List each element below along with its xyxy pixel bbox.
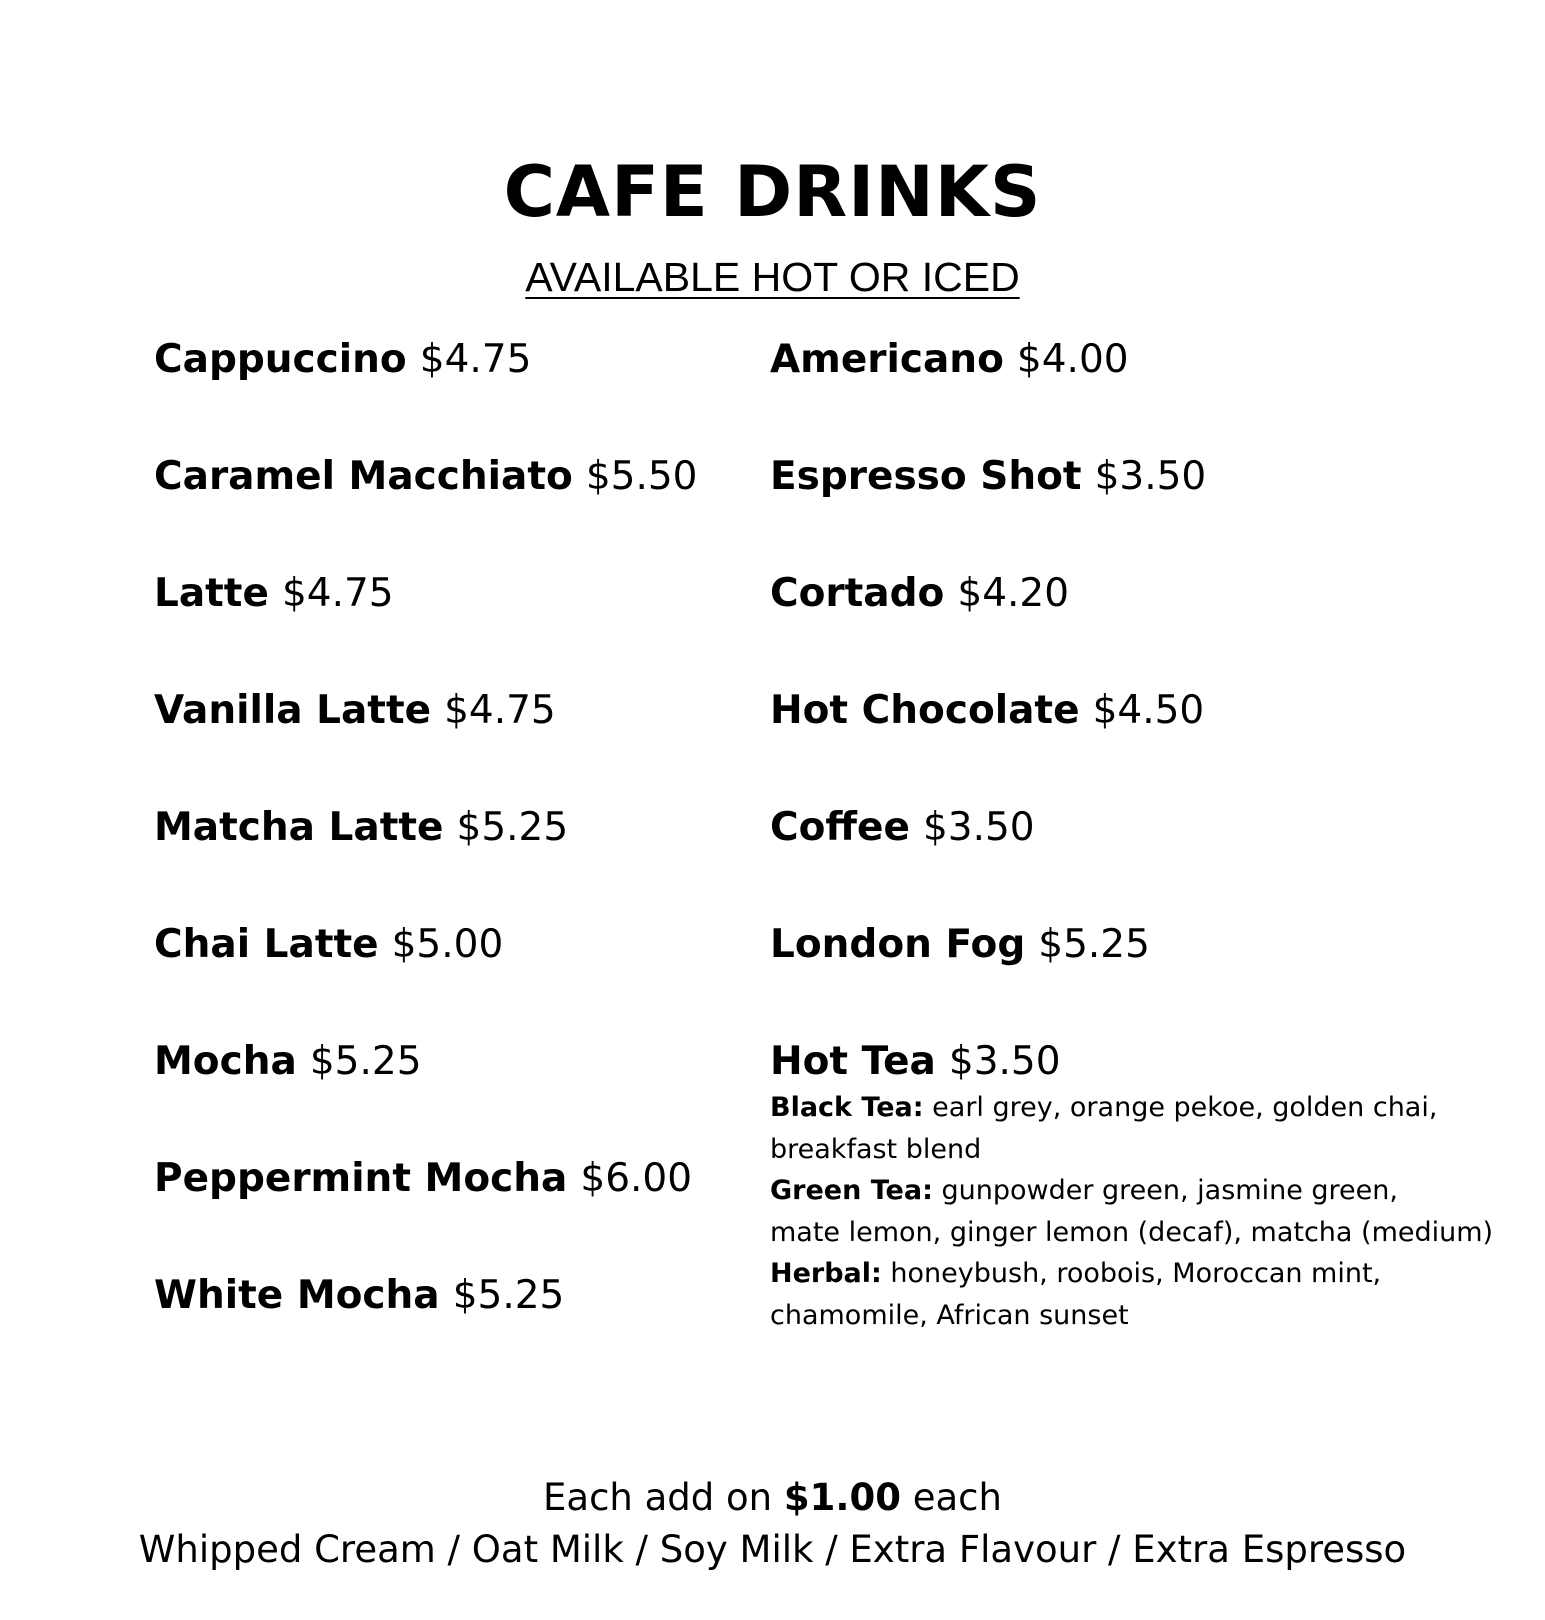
item-price: $6.00 bbox=[580, 1156, 693, 1201]
tea-category-list: earl grey, orange pekoe, golden chai, bbox=[932, 1092, 1438, 1123]
menu-item bbox=[154, 801, 754, 918]
item-name: Chai Latte bbox=[154, 922, 379, 967]
right-menu-column bbox=[770, 333, 1540, 1336]
tea-category-list: gunpowder green, jasmine green, bbox=[941, 1175, 1398, 1206]
tea-category-continued: breakfast blend bbox=[770, 1133, 982, 1165]
menu-subtitle: AVAILABLE HOT OR ICED bbox=[525, 254, 1020, 300]
item-price: $5.50 bbox=[585, 454, 698, 499]
item-price: $4.50 bbox=[1092, 688, 1205, 733]
item-price: $4.20 bbox=[957, 571, 1070, 616]
item-price: $5.00 bbox=[391, 922, 504, 967]
item-name: Vanilla Latte bbox=[154, 688, 432, 733]
item-price: $4.75 bbox=[419, 337, 532, 382]
item-price: $4.75 bbox=[281, 571, 394, 616]
menu-item bbox=[154, 684, 754, 801]
left-menu-column bbox=[154, 333, 754, 1386]
tea-category bbox=[770, 1087, 1540, 1129]
tea-category-label: Herbal: bbox=[770, 1258, 882, 1289]
item-price: $4.00 bbox=[1016, 337, 1129, 382]
menu-item bbox=[154, 918, 754, 1035]
item-name: Cortado bbox=[770, 571, 945, 616]
item-name: Americano bbox=[770, 337, 1004, 382]
item-name: Hot Chocolate bbox=[770, 688, 1080, 733]
menu-item bbox=[154, 450, 754, 567]
menu-item bbox=[770, 567, 1540, 684]
tea-category-label: Green Tea: bbox=[770, 1175, 933, 1206]
item-name: Caramel Macchiato bbox=[154, 454, 573, 499]
menu-item bbox=[154, 567, 754, 684]
menu-item bbox=[770, 918, 1540, 1035]
item-price: $3.50 bbox=[1094, 454, 1207, 499]
item-name: Latte bbox=[154, 571, 269, 616]
item-name: Matcha Latte bbox=[154, 805, 444, 850]
tea-category bbox=[770, 1253, 1540, 1295]
item-name: Cappuccino bbox=[154, 337, 407, 382]
addon-suffix: each bbox=[912, 1476, 1002, 1519]
menu-item bbox=[154, 1035, 754, 1152]
tea-category-list: honeybush, roobois, Moroccan mint, bbox=[890, 1258, 1382, 1289]
item-price: $3.50 bbox=[922, 805, 1035, 850]
item-price: $5.25 bbox=[456, 805, 569, 850]
tea-category-continued: chamomile, African sunset bbox=[770, 1299, 1129, 1331]
menu-title: CAFE DRINKS bbox=[503, 151, 1042, 233]
addon-price-note bbox=[0, 1473, 1545, 1523]
menu-item bbox=[154, 333, 754, 450]
tea-category-label: Black Tea: bbox=[770, 1092, 924, 1123]
item-name: Mocha bbox=[154, 1039, 297, 1084]
item-name: Espresso Shot bbox=[770, 454, 1082, 499]
menu-item bbox=[770, 801, 1540, 918]
item-name: Hot Tea bbox=[770, 1039, 936, 1084]
item-price: $5.25 bbox=[452, 1273, 565, 1318]
menu-item bbox=[770, 450, 1540, 567]
tea-category bbox=[770, 1170, 1540, 1212]
addon-prefix: Each add on bbox=[543, 1476, 773, 1519]
item-name: Peppermint Mocha bbox=[154, 1156, 568, 1201]
tea-varieties bbox=[770, 1087, 1540, 1336]
menu-item bbox=[154, 1152, 754, 1269]
menu-item bbox=[770, 333, 1540, 450]
item-price: $3.50 bbox=[948, 1039, 1061, 1084]
menu-item bbox=[154, 1269, 754, 1386]
item-name: London Fog bbox=[770, 922, 1026, 967]
item-price: $4.75 bbox=[444, 688, 556, 733]
item-price: $5.25 bbox=[1038, 922, 1150, 967]
item-price: $5.25 bbox=[309, 1039, 422, 1084]
addon-options: Whipped Cream / Oat Milk / Soy Milk / Extra Flavour / Extra Espresso bbox=[138, 1528, 1407, 1571]
menu-item bbox=[770, 684, 1540, 801]
tea-category-continued: mate lemon, ginger lemon (decaf), matcha (medium) bbox=[770, 1216, 1494, 1248]
item-name: Coffee bbox=[770, 805, 910, 850]
item-name: White Mocha bbox=[154, 1273, 440, 1318]
addon-price: $1.00 bbox=[783, 1476, 901, 1519]
